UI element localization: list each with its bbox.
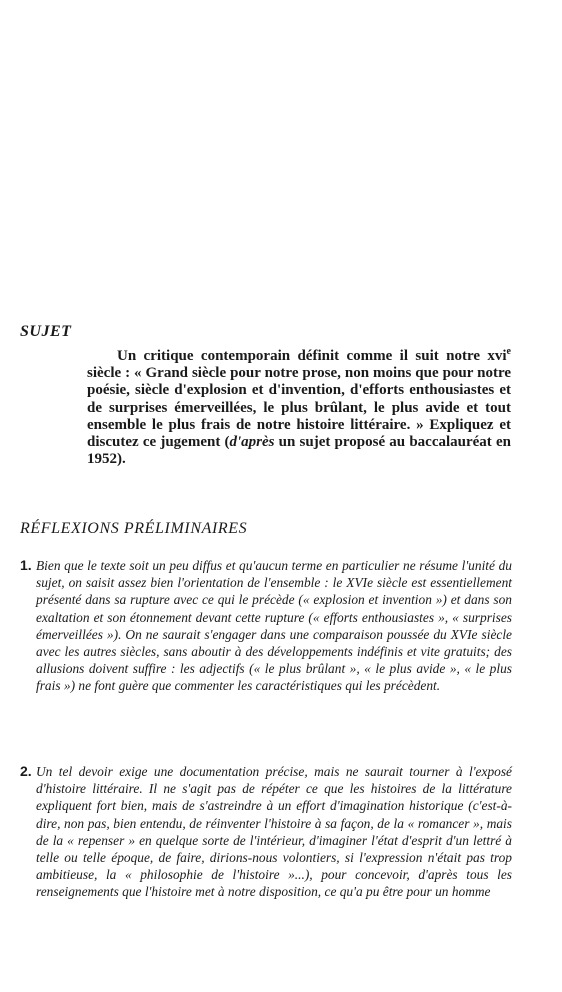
sujet-attribution: d'après (229, 434, 275, 451)
sujet-heading: SUJET (20, 323, 72, 340)
reflexion-item-2 (20, 763, 512, 901)
item-number: 1. (20, 557, 32, 573)
sujet-text-end: un sujet proposé au baccalauréat en 1952). (87, 434, 511, 468)
sujet-text-start: Un critique contemporain définit comme il suit notre xvi (117, 348, 507, 364)
sujet-quote: siècle : « Grand siècle pour notre prose, non moins que pour notre poésie, siècle d'explosion et d'invention, d'efforts enthousiastes et de surprises émerveillées, le plus brûlant, le plus avide et tout ensemble le plus frais de notre histoire littéraire. » Expliquez et discutez ce jugement ( (87, 365, 511, 451)
item-text: Un tel devoir exige une documentation précise, mais ne saurait tourner à l'exposé d'histoire littéraire. Il ne s'agit pas de répéter ce que les histoires de la littérature expliquent fort bien, mais de s'astreindre à un effort d'imagination historique (c'est-à-dire, non pas, bien entendu, de réinventer l'histoire à sa façon, de la « romancer », mais de la « repenser » en quelque sorte de l'intérieur, d'imaginer l'état d'esprit d'un lettré à telle ou telle époque, de faire, dirions-nous volontiers, si l'expression n'était pas trop ambitieuse, la « philosophie de l'histoire »...), pour concevoir, d'après tous les renseignements que l'histoire met à notre disposition, ce qu'a pu être pour un homme (36, 764, 512, 900)
item-number: 2. (20, 763, 32, 779)
reflexion-item-1 (20, 557, 512, 695)
century-superscript: e (506, 346, 511, 357)
sujet-text (87, 343, 511, 468)
reflexions-heading: RÉFLEXIONS PRÉLIMINAIRES (20, 520, 248, 537)
item-text: Bien que le texte soit un peu diffus et qu'aucun terme en particulier ne résume l'unité du sujet, on saisit assez bien l'orientation de l'ensemble : le XVIe siècle est essentiellement présenté dans sa rupture avec ce qui le précède (« explosion et invention ») et dans son exaltation et son étonnement devant cette rupture (« efforts enthousiastes », « surprises émerveillées »). On ne saurait s'engager dans une comparaison poussée du XVIe siècle avec les autres siècles, sans aboutir à des développements indéfinis et vite gratuits; des allusions doivent suffire : les adjectifs (« le plus brûlant », « le plus avide », « le plus frais ») ne font guère que commenter les caractéristiques qui les précèdent. (36, 558, 512, 694)
